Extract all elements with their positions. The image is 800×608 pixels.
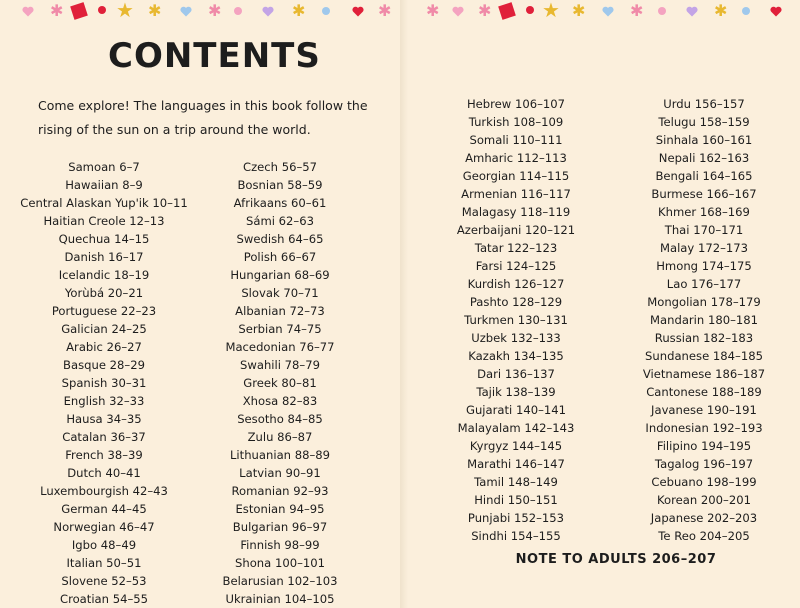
contents-entry: Central Alaskan Yup'ik 10–11 (20, 196, 188, 210)
contents-entry: Sinhala 160–161 (655, 133, 753, 147)
contents-entry: Kurdish 126–127 (467, 277, 565, 291)
dot-icon (526, 6, 534, 14)
heart-icon (352, 6, 364, 17)
contents-entry: Nepali 162–163 (658, 151, 750, 165)
contents-entry: Sámi 62–63 (246, 214, 314, 228)
contents-entry: Turkish 108–109 (468, 115, 564, 129)
contents-entry: Hausa 34–35 (66, 412, 142, 426)
intro-text: Come explore! The languages in this book follow the rising of the sun on a trip around the world. (38, 98, 368, 137)
contents-entry: French 38–39 (65, 448, 143, 462)
contents-entry: Hungarian 68–69 (230, 268, 330, 282)
heart-icon (22, 6, 34, 17)
contents-entry: Belarusian 102–103 (222, 574, 338, 588)
contents-entry: Tatar 122–123 (474, 241, 558, 255)
heart-icon (452, 6, 464, 17)
contents-entry: Polish 66–67 (243, 250, 317, 264)
contents-entry: Shona 100–101 (235, 556, 325, 570)
contents-entry: Korean 200–201 (657, 493, 751, 507)
contents-entry: Urdu 156–157 (663, 97, 745, 111)
contents-entry: Quechua 14–15 (58, 232, 150, 246)
contents-entry: Dari 136–137 (477, 367, 555, 381)
contents-entry: Malayalam 142–143 (457, 421, 575, 435)
heart-icon (180, 6, 192, 17)
dot-icon (98, 6, 106, 14)
contents-entry: Icelandic 18–19 (58, 268, 150, 282)
contents-entry: Russian 182–183 (654, 331, 754, 345)
contents-column-3 (430, 95, 602, 545)
contents-entry: Danish 16–17 (64, 250, 144, 264)
contents-entry: Bulgarian 96–97 (232, 520, 328, 534)
contents-entry: Estonian 94–95 (235, 502, 325, 516)
contents-entry: Te Reo 204–205 (658, 529, 750, 543)
contents-entry: Kyrgyz 144–145 (469, 439, 563, 453)
contents-entry: Hmong 174–175 (656, 259, 752, 273)
contents-entry: Catalan 36–37 (62, 430, 146, 444)
contents-entry: Lithuanian 88–89 (229, 448, 331, 462)
contents-entry: Kazakh 134–135 (468, 349, 564, 363)
contents-entry: Cantonese 188–189 (646, 385, 762, 399)
contents-entry: Hindi 150–151 (474, 493, 558, 507)
red-square-icon (498, 2, 516, 20)
contents-entry: Punjabi 152–153 (467, 511, 565, 525)
contents-entry: Malay 172–173 (659, 241, 749, 255)
heart-icon (770, 6, 782, 17)
contents-entry: Yorùbá 20–21 (64, 286, 144, 300)
contents-entry: Luxembourgish 42–43 (40, 484, 168, 498)
star-icon: ★ (116, 0, 134, 22)
note-to-adults: NOTE TO ADULTS 206–207 (515, 552, 717, 567)
contents-entry: Haitian Creole 12–13 (43, 214, 165, 228)
contents-entry: Uzbek 132–133 (471, 331, 561, 345)
contents-entry: Lao 176–177 (666, 277, 742, 291)
contents-entry: Georgian 114–115 (462, 169, 570, 183)
contents-entry: Latvian 90–91 (239, 466, 321, 480)
contents-entry: Amharic 112–113 (465, 151, 567, 165)
contents-entry: Sindhi 154–155 (471, 529, 561, 543)
contents-entry: English 32–33 (63, 394, 145, 408)
contents-entry: Japanese 202–203 (650, 511, 758, 525)
contents-entry: Malagasy 118–119 (461, 205, 571, 219)
red-square-icon (70, 2, 88, 20)
contents-entry: Turkmen 130–131 (464, 313, 568, 327)
contents-entry: Telugu 158–159 (658, 115, 750, 129)
book-gutter (400, 0, 408, 608)
contents-entry: Somali 110–111 (469, 133, 563, 147)
contents-entry: Swedish 64–65 (236, 232, 324, 246)
contents-entry: Finnish 98–99 (240, 538, 320, 552)
dot-icon (658, 7, 666, 15)
contents-entry: Macedonian 76–77 (225, 340, 335, 354)
contents-entry: Thai 170–171 (664, 223, 744, 237)
contents-entry: Afrikaans 60–61 (233, 196, 327, 210)
contents-entry: Vietnamese 186–187 (642, 367, 766, 381)
contents-entry: Slovak 70–71 (241, 286, 319, 300)
contents-entry: Mandarin 180–181 (650, 313, 758, 327)
contents-entry: Tagalog 196–197 (654, 457, 754, 471)
contents-entry: Arabic 26–27 (66, 340, 142, 354)
contents-entry: Igbo 48–49 (71, 538, 137, 552)
contents-entry: Cebuano 198–199 (651, 475, 757, 489)
page-title: CONTENTS (108, 36, 321, 76)
contents-entry: Ukrainian 104–105 (225, 592, 335, 606)
heart-icon (602, 6, 614, 17)
dot-icon (742, 7, 750, 15)
contents-column-2 (182, 158, 378, 608)
contents-entry: Bosnian 58–59 (237, 178, 323, 192)
asterisk-icon: ✱ (50, 1, 64, 20)
asterisk-icon: ✱ (208, 1, 222, 20)
contents-entry: Farsi 124–125 (475, 259, 557, 273)
star-icon: ★ (542, 0, 560, 22)
contents-entry: Javanese 190–191 (651, 403, 757, 417)
contents-entry: Sesotho 84–85 (237, 412, 323, 426)
contents-column-1 (6, 158, 202, 608)
contents-entry: Norwegian 46–47 (53, 520, 155, 534)
heart-icon (686, 6, 698, 17)
right-page (408, 0, 800, 608)
asterisk-icon: ✱ (292, 1, 306, 20)
asterisk-icon: ✱ (630, 1, 644, 20)
contents-entry: Zulu 86–87 (247, 430, 313, 444)
contents-entry: Gujarati 140–141 (465, 403, 567, 417)
contents-entry: Swahili 78–79 (240, 358, 320, 372)
contents-entry: Pashto 128–129 (469, 295, 563, 309)
contents-entry: Croatian 54–55 (59, 592, 148, 606)
contents-entry: Galician 24–25 (61, 322, 147, 336)
decoration-row-left (0, 0, 400, 28)
contents-entry: Armenian 116–117 (461, 187, 571, 201)
dot-icon (234, 7, 242, 15)
contents-entry: Italian 50–51 (66, 556, 142, 570)
contents-entry: Marathi 146–147 (467, 457, 565, 471)
contents-entry: Basque 28–29 (63, 358, 145, 372)
contents-entry: Samoan 6–7 (68, 160, 140, 174)
contents-entry: Azerbaijani 120–121 (456, 223, 576, 237)
contents-entry: Sundanese 184–185 (645, 349, 763, 363)
dot-icon (322, 7, 330, 15)
contents-entry: Filipino 194–195 (656, 439, 752, 453)
contents-entry: Tamil 148–149 (474, 475, 558, 489)
contents-entry: Dutch 40–41 (67, 466, 141, 480)
contents-entry: Czech 56–57 (242, 160, 318, 174)
asterisk-icon: ✱ (148, 1, 162, 20)
contents-column-4 (618, 95, 790, 545)
contents-entry: Hawaiian 8–9 (65, 178, 143, 192)
heart-icon (262, 6, 274, 17)
contents-entry: Spanish 30–31 (61, 376, 147, 390)
contents-entry: Tajik 138–139 (476, 385, 556, 399)
contents-entry: Xhosa 82–83 (242, 394, 318, 408)
asterisk-icon: ✱ (572, 1, 586, 20)
asterisk-icon: ✱ (378, 1, 392, 20)
contents-entry: Indonesian 192–193 (645, 421, 763, 435)
contents-entry: Romanian 92–93 (231, 484, 329, 498)
decoration-row-right (408, 0, 800, 28)
asterisk-icon: ✱ (426, 1, 440, 20)
contents-entry: Mongolian 178–179 (647, 295, 761, 309)
contents-entry: Greek 80–81 (243, 376, 317, 390)
contents-entry: Burmese 166–167 (651, 187, 757, 201)
contents-entry: Khmer 168–169 (658, 205, 750, 219)
contents-entry: Portuguese 22–23 (51, 304, 157, 318)
contents-entry: Hebrew 106–107 (466, 97, 566, 111)
contents-entry: German 44–45 (61, 502, 147, 516)
asterisk-icon: ✱ (478, 1, 492, 20)
contents-entry: Albanian 72–73 (235, 304, 325, 318)
contents-entry: Bengali 164–165 (655, 169, 753, 183)
contents-entry: Slovene 52–53 (61, 574, 147, 588)
asterisk-icon: ✱ (714, 1, 728, 20)
contents-entry: Serbian 74–75 (238, 322, 322, 336)
